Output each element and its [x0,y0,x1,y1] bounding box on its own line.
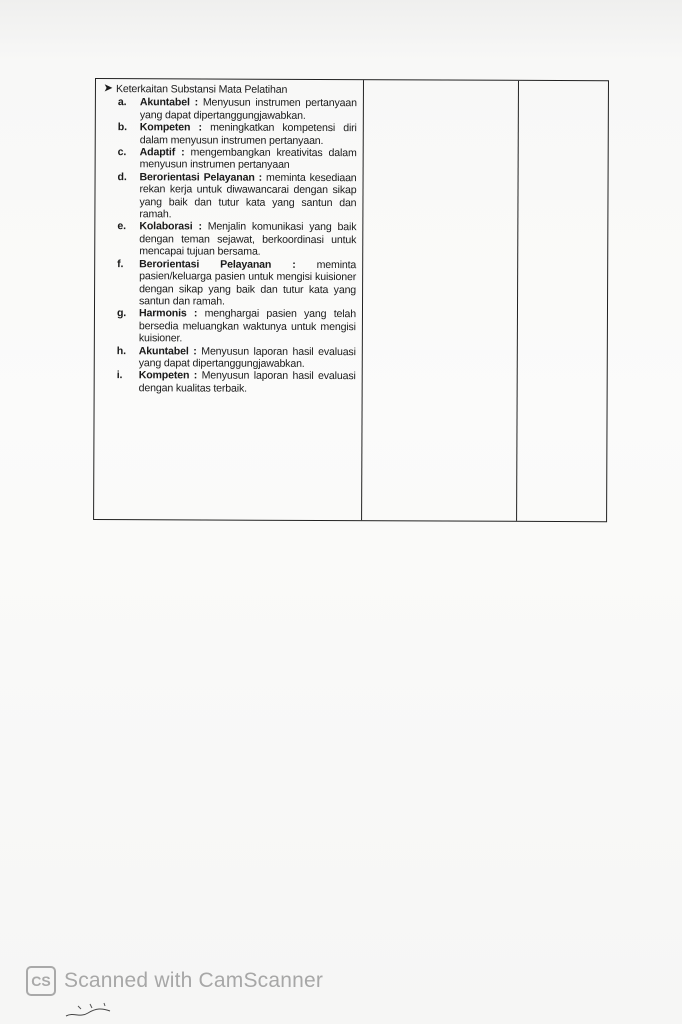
table-column-empty-1 [362,80,519,521]
item-text: meminta kesediaan rekan kerja untuk diwawancarai dengan sikap yang baik dan tutur kata yang santun dan ramah. [139,171,357,221]
item-letter: g. [116,307,127,320]
item-term: Akuntabel : [138,344,197,357]
list-item [103,171,356,222]
item-term: Berorientasi Pelayanan : [139,171,263,184]
item-letter: a. [117,96,127,109]
item-body [139,171,356,222]
table-column-empty-2 [517,81,608,521]
item-body [139,370,356,396]
item-body [139,258,356,309]
list-item [103,307,356,345]
list-item [103,369,356,395]
item-body [140,121,357,147]
item-text: Menjalin komunikasi yang baik dengan teman sejawat, berkoordinasi untuk mencapai tujuan bersama. [139,220,357,259]
item-letter: c. [117,146,127,159]
item-body [139,345,356,371]
list-item [104,96,357,122]
table-heading: Keterkaitan Substansi Mata Pelatihan [115,83,288,96]
item-text: menghargai pasien yang telah bersedia meluangkan waktunya untuk mengisi kuisioner. [138,307,356,345]
item-text: Menyusun instrumen pertanyaan yang dapat dipertanggungjawabkan. [139,96,357,122]
table-column-content [94,79,364,520]
item-text: meningkatkan kompetensi diri dalam menyusun instrumen pertanyaan. [139,121,357,147]
item-body [139,221,356,259]
document-table [93,78,609,522]
camscanner-logo [26,966,56,996]
list-item [103,258,356,309]
item-letter: i. [116,369,123,382]
item-text: Menyusun laporan hasil evaluasi yang dapat dipertanggungjawabkan. [138,344,356,370]
list-item [104,146,357,172]
item-letter: e. [117,220,126,233]
item-letter: f. [117,257,124,270]
list-item [103,345,356,371]
handwritten-signature-mark [60,996,130,1020]
item-text: mengembangkan kreativitas dalam menyusun instrumen pertanyaan [139,146,357,172]
item-letter: b. [117,121,127,134]
item-body [140,97,357,123]
item-letter: h. [116,344,126,357]
list-item [103,221,356,259]
item-term: Kompeten : [139,121,202,134]
item-letter: d. [117,170,127,183]
item-text: meminta pasien/keluarga pasien untuk mengisi kuisioner dengan sikap yang baik dan tutur kata yang santun dan ramah. [139,258,357,308]
scanner-watermark [26,966,323,996]
camscanner-logo-text: CS [31,973,51,989]
item-term: Harmonis : [138,307,198,320]
watermark-text: Scanned with CamScanner [64,969,324,992]
arrow-right-icon: ➤ [103,83,113,95]
item-body [139,308,356,346]
item-term: Kompeten : [138,369,198,382]
item-term: Berorientasi Pelayanan : [139,257,296,271]
list-item [104,121,357,147]
item-list [103,96,357,395]
item-term: Adaptif : [139,146,185,159]
table-heading-row [104,83,357,97]
item-term: Akuntabel : [139,96,199,109]
item-text: Menyusun laporan hasil evaluasi dengan kualitas terbaik. [138,369,356,395]
item-body [140,146,357,172]
item-term: Kolaborasi : [139,220,202,233]
